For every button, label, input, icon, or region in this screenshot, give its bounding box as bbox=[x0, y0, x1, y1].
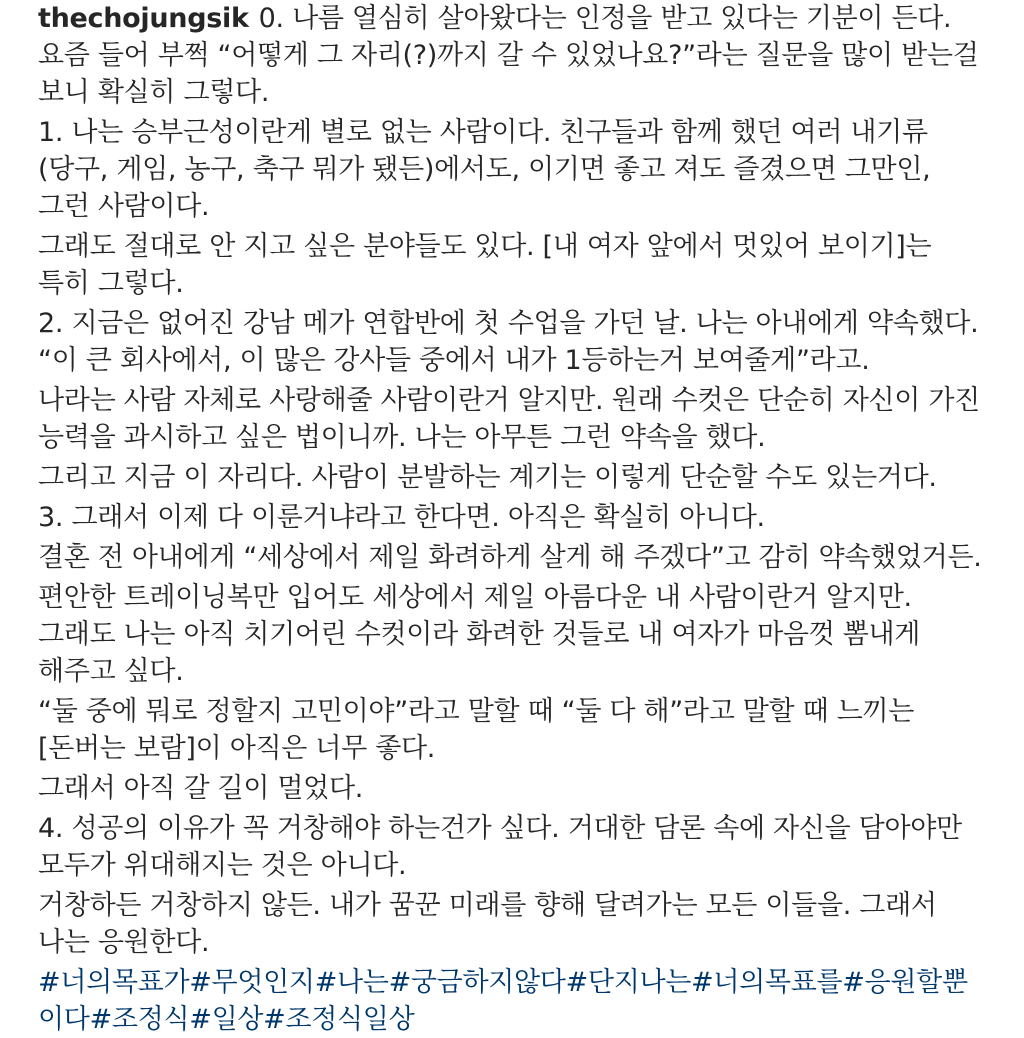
hashtag-link[interactable]: #너의목표를 bbox=[691, 967, 843, 998]
hashtag-link[interactable]: #단지나는 bbox=[565, 967, 692, 998]
hashtag-link[interactable]: #너의목표가 bbox=[38, 967, 190, 998]
caption-text: 0. 나름 열심히 살아왔다는 인정을 받고 있다는 기분이 든다. 요즘 들어 부쩍 “어떻게 그 자리(?)까지 갈 수 있었나요?”라는 질문을 많이 받는걸 보니 확실히 그렇다. bbox=[38, 3, 979, 108]
caption-paragraph: 3. 그래서 이제 다 이룬거냐라고 한다면. 아직은 확실히 아니다. bbox=[38, 502, 765, 533]
hashtag-link[interactable]: #무엇인지 bbox=[189, 967, 315, 998]
hashtag-link[interactable]: #궁금하지않다 bbox=[388, 967, 566, 998]
post-caption bbox=[38, 0, 990, 1038]
caption-paragraph: 나라는 사람 자체로 사랑해줄 사람이란거 알지만. 원래 수컷은 단순히 자신이 가진 능력을 과시하고 싶은 법이니까. 나는 아무튼 그런 약속을 했다. bbox=[38, 385, 980, 453]
caption-paragraph bbox=[38, 0, 990, 111]
caption-paragraph: 결혼 전 아내에게 “세상에서 제일 화려하게 살게 해 주겠다”고 감히 약속했었거든. bbox=[38, 542, 982, 573]
username-link[interactable]: thechojungsik bbox=[38, 3, 249, 34]
caption-paragraph: 2. 지금은 없어진 강남 메가 연합반에 첫 수업을 가던 날. 나는 아내에게 약속했다. “이 큰 회사에서, 이 많은 강사들 중에서 내가 1등하는거 보여줄게”라고. bbox=[38, 308, 979, 376]
caption-paragraph: 편안한 트레이닝복만 입어도 세상에서 제일 아름다운 내 사람이란거 알지만. 그래도 나는 아직 치기어린 수컷이라 화려한 것들로 내 여자가 마음껏 뽐내게 해주고 싶다. bbox=[38, 582, 921, 687]
caption-paragraph: 4. 성공의 이유가 꼭 거창해야 하는건가 싶다. 거대한 담론 속에 자신을 담아야만 모두가 위대해지는 것은 아니다. bbox=[38, 813, 962, 881]
hashtag-link[interactable]: #나는 bbox=[314, 967, 389, 998]
caption-paragraph: 그래서 아직 갈 길이 멀었다. bbox=[38, 773, 364, 804]
hashtag-link[interactable]: #조정식 bbox=[89, 1004, 190, 1035]
caption-paragraph: 그래도 절대로 안 지고 싶은 분야들도 있다. [내 여자 앞에서 멋있어 보이기]는 특히 그렇다. bbox=[38, 231, 932, 299]
caption-paragraph: 거창하든 거창하지 않든. 내가 꿈꾼 미래를 향해 달려가는 모든 이들을. 그래서 나는 응원한다. bbox=[38, 890, 937, 958]
caption-paragraph: “둘 중에 뭐로 정할지 고민이야”라고 말할 때 “둘 다 해”라고 말할 때 느끼는 [돈버는 보람]이 아직은 너무 좋다. bbox=[38, 696, 915, 764]
caption-paragraph: 그리고 지금 이 자리다. 사람이 분발하는 계기는 이렇게 단순할 수도 있는거다. bbox=[38, 462, 937, 493]
caption-paragraph: 1. 나는 승부근성이란게 별로 없는 사람이다. 친구들과 함께 했던 여러 내기류(당구, 게임, 농구, 축구 뭐가 됐든)에서도, 이기면 좋고 져도 즐겼으면 그만인, 그런 사람이다. bbox=[38, 117, 931, 222]
hashtag-list bbox=[38, 964, 990, 1038]
hashtag-link[interactable]: #일상 bbox=[189, 1004, 264, 1035]
hashtag-link[interactable]: #조정식일상 bbox=[263, 1004, 415, 1035]
hashtag-link[interactable]: #응원할뿐이다 bbox=[38, 967, 968, 1035]
